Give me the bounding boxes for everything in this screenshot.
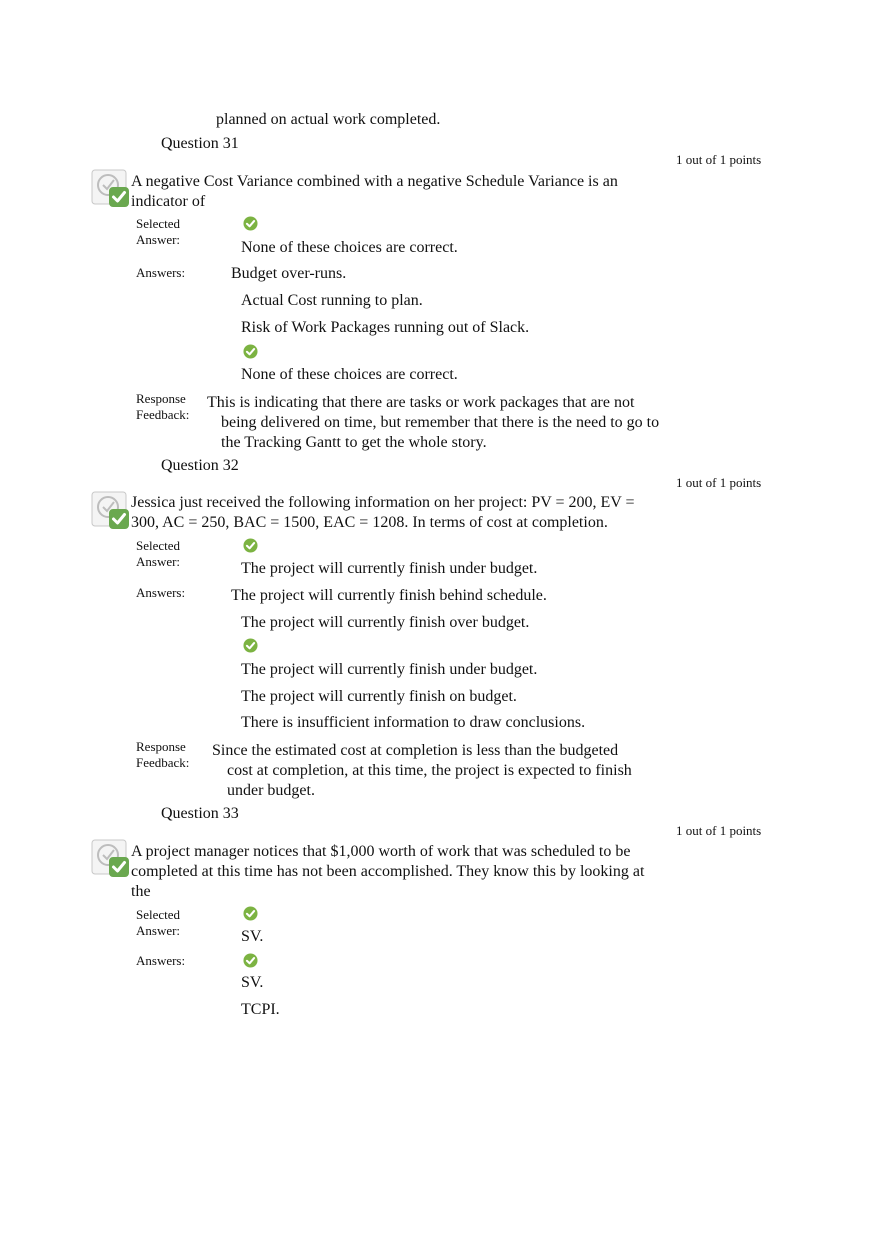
question-stem-line: 300, AC = 250, BAC = 1500, EAC = 1208. In terms of cost at completion. [131,514,608,531]
answers-label: Answers: [136,585,186,600]
selected-answer-text: None of these choices are correct. [241,239,458,256]
question-stem-line: the [131,883,151,900]
response-feedback-label: Response [136,739,186,754]
feedback-line: being delivered on time, but remember that there is the need to go to [221,414,660,431]
answer-option-correct: The project will currently finish under budget. [241,661,538,678]
answer-option: TCPI. [241,1001,280,1018]
response-feedback-label: Response [136,391,186,406]
question-title: Question 31 [161,135,239,152]
feedback-line: This is indicating that there are tasks or work packages that are not [207,394,635,411]
answer-option: The project will currently finish on budget. [241,688,517,705]
selected-answer-text: SV. [241,928,264,945]
graded-correct-icon [91,839,129,879]
selected-answer-label: Selected [136,538,181,553]
feedback-line: the Tracking Gantt to get the whole story. [221,434,487,451]
question-stem-line: indicator of [131,193,206,210]
answer-option: The project will currently finish over budget. [241,614,530,631]
correct-check-icon [243,538,258,553]
feedback-line: Since the estimated cost at completion is less than the budgeted [212,742,619,759]
correct-check-icon [243,216,258,231]
question-points: 1 out of 1 points [676,152,762,167]
correct-check-icon [243,906,258,921]
question-title: Question 33 [161,805,239,822]
selected-answer-label: Selected [136,216,181,231]
selected-answer-label: Answer: [136,232,181,247]
question-title: Question 32 [161,457,239,474]
answer-option: Budget over-runs. [231,265,347,282]
answer-option: The project will currently finish behind schedule. [231,587,547,604]
previous-feedback-fragment: planned on actual work completed. [216,111,441,128]
selected-answer-label: Selected [136,907,181,922]
feedback-line: cost at completion, at this time, the project is expected to finish [227,762,632,779]
answer-option-correct: None of these choices are correct. [241,366,458,383]
graded-correct-icon [91,169,129,209]
question-stem-line: completed at this time has not been accomplished. They know this by looking at [131,863,645,880]
correct-check-icon [243,638,258,653]
feedback-line: under budget. [227,782,315,799]
selected-answer-text: The project will currently finish under budget. [241,560,538,577]
answer-option: There is insufficient information to draw conclusions. [241,714,586,731]
response-feedback-label: Feedback: [136,755,190,770]
question-stem-line: Jessica just received the following information on her project: PV = 200, EV = [131,494,635,511]
answer-option: Risk of Work Packages running out of Slack. [241,319,530,336]
answers-label: Answers: [136,953,186,968]
response-feedback-label: Feedback: [136,407,190,422]
answer-option-correct: SV. [241,974,264,991]
question-stem-line: A project manager notices that $1,000 worth of work that was scheduled to be [131,843,631,860]
answers-label: Answers: [136,265,186,280]
selected-answer-label: Answer: [136,554,181,569]
answer-option: Actual Cost running to plan. [241,292,423,309]
correct-check-icon [243,953,258,968]
graded-correct-icon [91,491,129,531]
question-points: 1 out of 1 points [676,475,762,490]
question-stem-line: A negative Cost Variance combined with a negative Schedule Variance is an [131,173,618,190]
selected-answer-label: Answer: [136,923,181,938]
question-points: 1 out of 1 points [676,823,762,838]
correct-check-icon [243,344,258,359]
